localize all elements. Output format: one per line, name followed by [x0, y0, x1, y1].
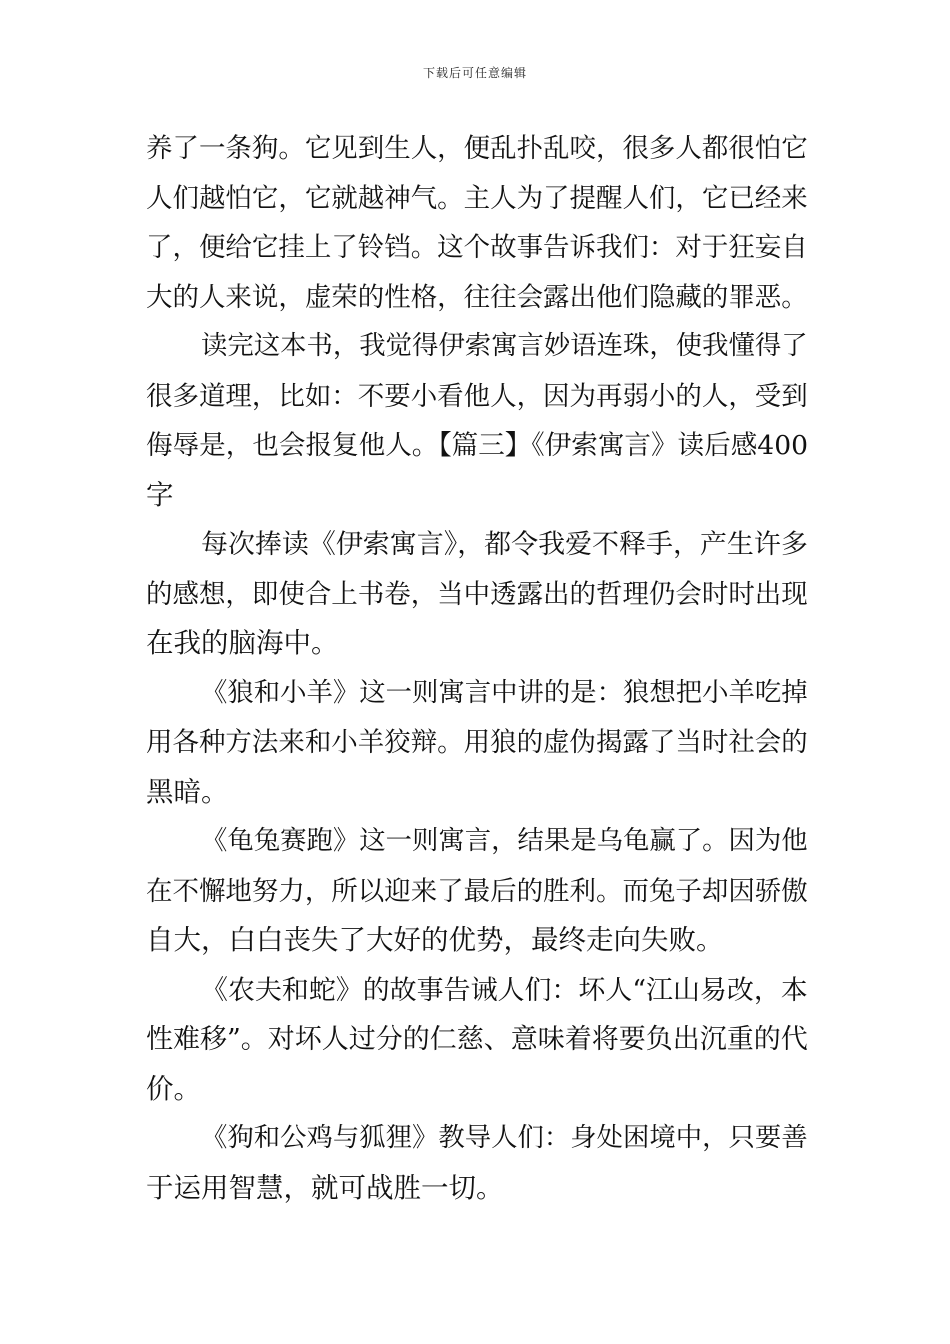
text-line: 《狼和小羊》这一则寓言中讲的是：狼想把小羊吃掉 [201, 677, 808, 708]
text-line: 养了一条狗。它见到生人，便乱扑乱咬，很多人都很怕它 [146, 133, 808, 164]
text-line: 人们越怕它，它就越神气。主人为了提醒人们，它已经来 [146, 182, 808, 214]
text-line: 自大，白白丧失了大好的优势，最终走向失败。 [146, 924, 724, 956]
text-line: 于运用智慧，就可战胜一切。 [146, 1171, 504, 1204]
text-line: 每次捧读《伊索寓言》，都令我爱不释手，产生许多 [201, 529, 808, 560]
text-line: 黑暗。 [146, 775, 229, 808]
text-line: 《农夫和蛇》的故事告诫人们：坏人“江山易改，本 [201, 974, 808, 1006]
text-line: 大的人来说，虚荣的性格，往往会露出他们隐藏的罪恶。 [146, 281, 808, 313]
text-line: 在我的脑海中。 [146, 627, 339, 659]
text-line: 价。 [146, 1072, 201, 1105]
text-line: 《狗和公鸡与狐狸》教导人们：身处困境中，只要善 [201, 1123, 808, 1153]
text-line: 侮辱是，也会报复他人。【篇三】《伊索寓言》读后感400 [146, 430, 808, 461]
text-line: 了，便给它挂上了铃铛。这个故事告诉我们：对于狂妄自 [146, 232, 808, 263]
text-line: 性难移”。对坏人过分的仁慈、意味着将要负出沉重的代 [146, 1024, 808, 1055]
text-line: 《龟兔赛跑》这一则寓言，结果是乌龟赢了。因为他 [201, 826, 808, 856]
text-line: 读完这本书，我觉得伊索寓言妙语连珠，使我懂得了 [201, 331, 808, 361]
text-line: 用各种方法来和小羊狡辩。用狼的虚伪揭露了当时社会的 [146, 727, 808, 758]
text-line: 在不懈地努力，所以迎来了最后的胜利。而兔子却因骄傲 [146, 875, 808, 907]
body-text [146, 124, 808, 1213]
text-line: 的感想，即使合上书卷，当中透露出的哲理仍会时时出现 [146, 578, 808, 610]
text-line: 很多道理，比如：不要小看他人，因为再弱小的人，受到 [146, 380, 808, 412]
page-header: 下载后可任意编辑 [422, 66, 527, 80]
text-line: 字 [146, 478, 174, 511]
